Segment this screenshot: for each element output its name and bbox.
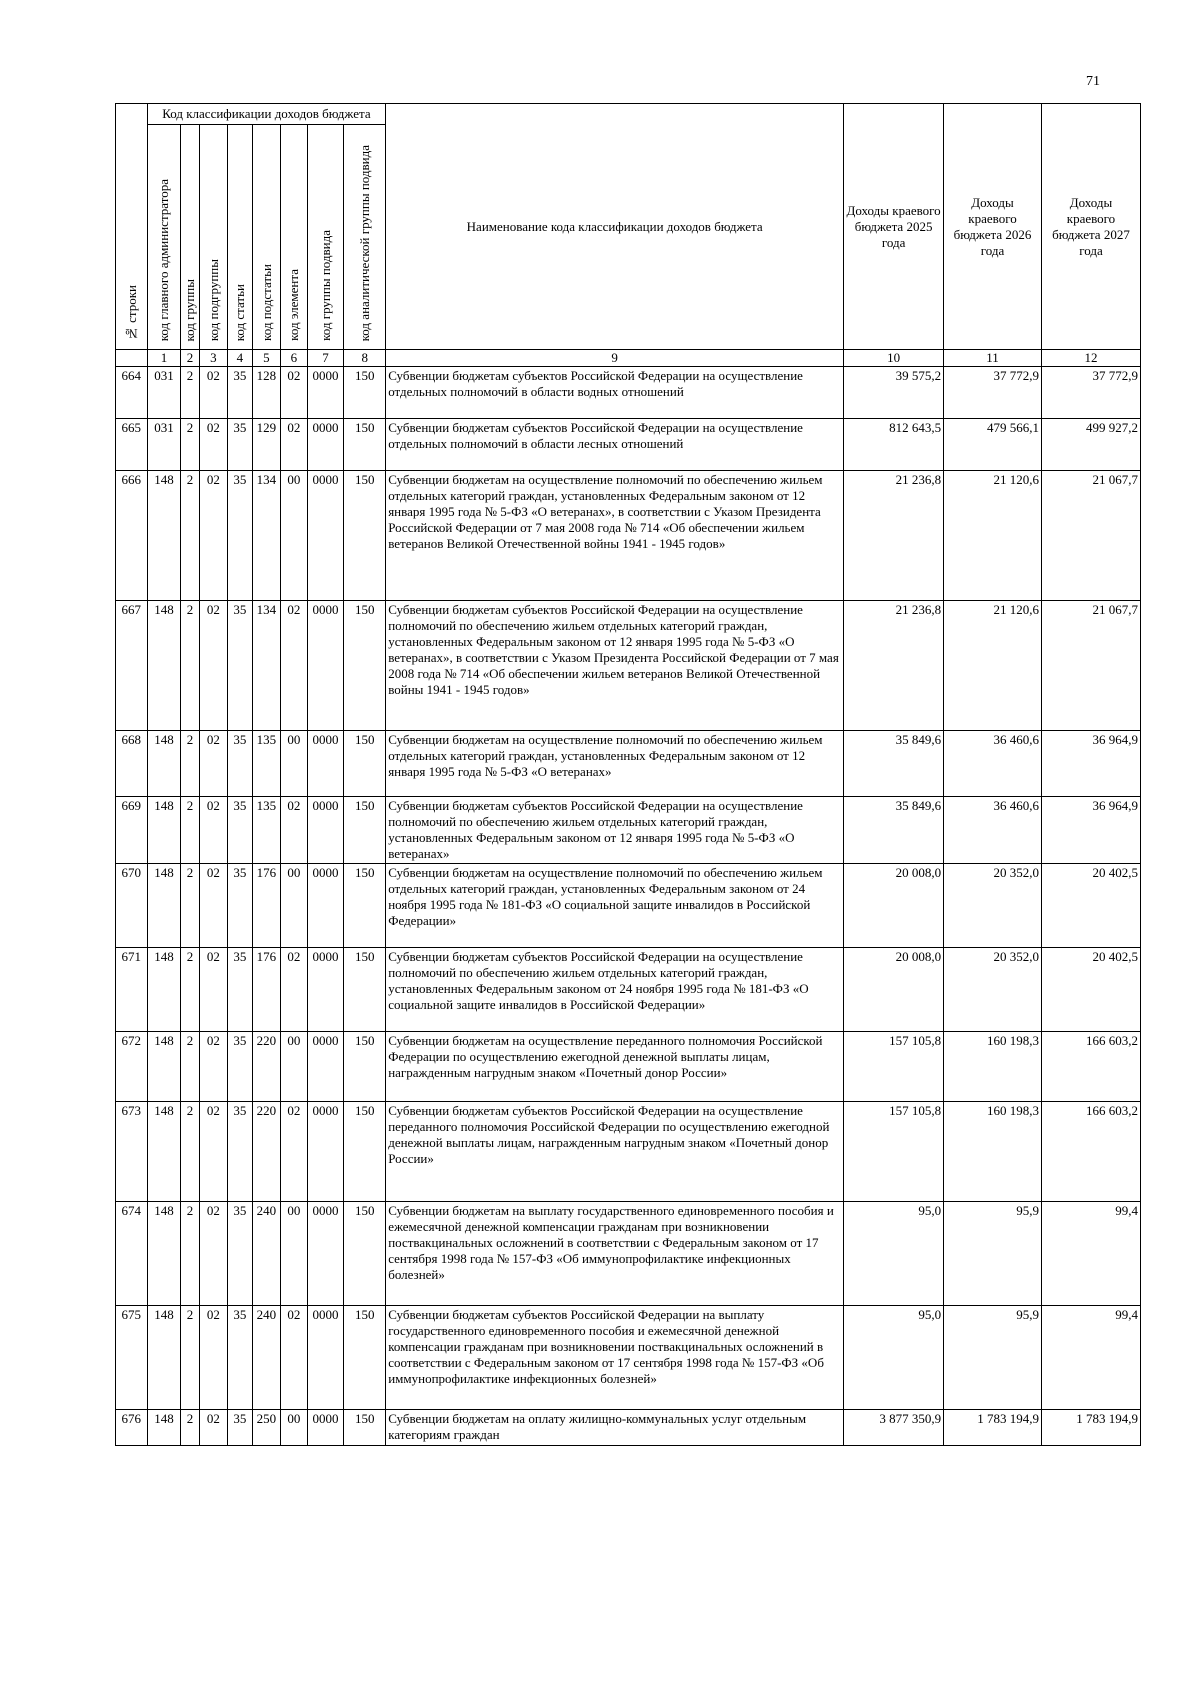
code-subtype-group: 0000: [307, 948, 344, 1032]
column-number: 3: [199, 350, 228, 367]
revenue-name: Субвенции бюджетам на осуществление полномочий по обеспечению жильем отдельных категорий граждан, установленных Федеральным законом от 24 ноября 1995 года № 181-ФЗ «О социальной защите инвалидов в Российской Федерации»: [386, 864, 844, 948]
amount-2026: 21 120,6: [944, 471, 1042, 601]
amount-2026: 36 460,6: [944, 797, 1042, 864]
amount-2025: 157 105,8: [844, 1102, 944, 1202]
code-article: 35: [228, 797, 252, 864]
table-row: [116, 731, 1141, 797]
code-element: 02: [281, 601, 308, 731]
table-row: [116, 419, 1141, 471]
table-row: [116, 797, 1141, 864]
header-code-subarticle: код подстатьи: [252, 125, 281, 350]
code-administrator: 148: [147, 864, 181, 948]
code-administrator: 148: [147, 1102, 181, 1202]
amount-2027: 99,4: [1041, 1306, 1140, 1410]
code-analytic-group: 150: [344, 1410, 386, 1446]
revenue-name: Субвенции бюджетам на выплату государственного единовременного пособия и ежемесячной денежной компенсации гражданам при возникновении поствакцинальных осложнений в соответствии с Федеральным законом от 17 сентября 1998 года № 157-ФЗ «Об иммунопрофилактике инфекционных болезней»: [386, 1202, 844, 1306]
header-name: Наименование кода классификации доходов бюджета: [386, 104, 844, 350]
code-subarticle: 134: [252, 601, 281, 731]
code-subtype-group: 0000: [307, 471, 344, 601]
amount-2025: 35 849,6: [844, 797, 944, 864]
code-element: 02: [281, 367, 308, 419]
amount-2026: 160 198,3: [944, 1032, 1042, 1102]
code-administrator: 148: [147, 471, 181, 601]
code-group: 2: [181, 1102, 199, 1202]
amount-2025: 3 877 350,9: [844, 1410, 944, 1446]
code-article: 35: [228, 1032, 252, 1102]
code-subtype-group: 0000: [307, 1202, 344, 1306]
row-number: 676: [116, 1410, 148, 1446]
code-subarticle: 135: [252, 797, 281, 864]
header-row-number: № строки: [116, 104, 148, 350]
amount-2025: 21 236,8: [844, 471, 944, 601]
code-element: 00: [281, 731, 308, 797]
table-row: [116, 1306, 1141, 1410]
code-subgroup: 02: [199, 731, 228, 797]
code-element: 00: [281, 1032, 308, 1102]
code-subarticle: 240: [252, 1306, 281, 1410]
row-number: 672: [116, 1032, 148, 1102]
code-article: 35: [228, 601, 252, 731]
code-subgroup: 02: [199, 419, 228, 471]
amount-2026: 36 460,6: [944, 731, 1042, 797]
code-subtype-group: 0000: [307, 1102, 344, 1202]
revenue-name: Субвенции бюджетам на оплату жилищно-коммунальных услуг отдельным категориям граждан: [386, 1410, 844, 1446]
row-number: 668: [116, 731, 148, 797]
amount-2026: 20 352,0: [944, 864, 1042, 948]
code-subarticle: 135: [252, 731, 281, 797]
revenue-name: Субвенции бюджетам субъектов Российской Федерации на осуществление полномочий по обеспечению жильем отдельных категорий граждан, установленных Федеральным законом от 24 ноября 1995 года № 181-ФЗ «О социальной защите инвалидов в Российской Федерации»: [386, 948, 844, 1032]
code-administrator: 148: [147, 1410, 181, 1446]
code-subarticle: 240: [252, 1202, 281, 1306]
column-number: 9: [386, 350, 844, 367]
revenue-name: Субвенции бюджетам субъектов Российской Федерации на осуществление полномочий по обеспечению жильем отдельных категорий граждан, установленных Федеральным законом от 12 января 1995 года № 5-ФЗ «О ветеранах», в соответствии с Указом Президента Российской Федерации от 7 мая 2008 года № 714 «Об обеспечении жильем ветеранов Великой Отечественной войны 1941 - 1945 годов»: [386, 601, 844, 731]
code-subarticle: 250: [252, 1410, 281, 1446]
column-number: 7: [307, 350, 344, 367]
header-code-group: код группы: [181, 125, 199, 350]
code-element: 02: [281, 948, 308, 1032]
code-element: 02: [281, 419, 308, 471]
code-analytic-group: 150: [344, 1202, 386, 1306]
code-group: 2: [181, 367, 199, 419]
revenue-name: Субвенции бюджетам субъектов Российской Федерации на осуществление отдельных полномочий в области лесных отношений: [386, 419, 844, 471]
row-number: 667: [116, 601, 148, 731]
column-number: 5: [252, 350, 281, 367]
amount-2026: 95,9: [944, 1202, 1042, 1306]
revenue-name: Субвенции бюджетам на осуществление полномочий по обеспечению жильем отдельных категорий граждан, установленных Федеральным законом от 12 января 1995 года № 5-ФЗ «О ветеранах»: [386, 731, 844, 797]
code-subtype-group: 0000: [307, 601, 344, 731]
code-analytic-group: 150: [344, 471, 386, 601]
row-number: 675: [116, 1306, 148, 1410]
code-article: 35: [228, 419, 252, 471]
code-analytic-group: 150: [344, 864, 386, 948]
code-group: 2: [181, 1032, 199, 1102]
code-group: 2: [181, 731, 199, 797]
amount-2025: 95,0: [844, 1306, 944, 1410]
amount-2027: 166 603,2: [1041, 1032, 1140, 1102]
code-subgroup: 02: [199, 471, 228, 601]
code-subarticle: 220: [252, 1102, 281, 1202]
header-code-element: код элемента: [281, 125, 308, 350]
amount-2025: 20 008,0: [844, 948, 944, 1032]
code-element: 00: [281, 471, 308, 601]
amount-2027: 36 964,9: [1041, 731, 1140, 797]
header-classification-group: Код классификации доходов бюджета: [147, 104, 386, 125]
column-number: 11: [944, 350, 1042, 367]
amount-2026: 160 198,3: [944, 1102, 1042, 1202]
amount-2026: 37 772,9: [944, 367, 1042, 419]
code-subtype-group: 0000: [307, 419, 344, 471]
code-analytic-group: 150: [344, 419, 386, 471]
header-code-article: код статьи: [228, 125, 252, 350]
code-analytic-group: 150: [344, 367, 386, 419]
header-code-analytic-group: код аналитической группы подвида: [344, 125, 386, 350]
code-element: 00: [281, 1410, 308, 1446]
code-subarticle: 176: [252, 948, 281, 1032]
code-analytic-group: 150: [344, 601, 386, 731]
table-row: [116, 864, 1141, 948]
amount-2025: 157 105,8: [844, 1032, 944, 1102]
code-administrator: 148: [147, 1306, 181, 1410]
column-number: 4: [228, 350, 252, 367]
code-subgroup: 02: [199, 367, 228, 419]
code-administrator: 148: [147, 731, 181, 797]
amount-2026: 95,9: [944, 1306, 1042, 1410]
row-number: 670: [116, 864, 148, 948]
amount-2027: 37 772,9: [1041, 367, 1140, 419]
code-element: 00: [281, 1202, 308, 1306]
amount-2027: 499 927,2: [1041, 419, 1140, 471]
code-administrator: 031: [147, 419, 181, 471]
code-administrator: 148: [147, 1202, 181, 1306]
revenue-name: Субвенции бюджетам субъектов Российской Федерации на выплату государственного единовременного пособия и ежемесячной денежной компенсации гражданам при возникновении поствакцинальных осложнений в соответствии с Федеральным законом от 17 сентября 1998 года № 157-ФЗ «Об иммунопрофилактике инфекционных болезней»: [386, 1306, 844, 1410]
amount-2025: 39 575,2: [844, 367, 944, 419]
code-subtype-group: 0000: [307, 797, 344, 864]
code-administrator: 148: [147, 601, 181, 731]
table-row: [116, 1410, 1141, 1446]
amount-2027: 166 603,2: [1041, 1102, 1140, 1202]
code-subtype-group: 0000: [307, 1306, 344, 1410]
row-number: 674: [116, 1202, 148, 1306]
amount-2027: 1 783 194,9: [1041, 1410, 1140, 1446]
header-amount-2027: Доходы краевого бюджета 2027 года: [1041, 104, 1140, 350]
row-number: 669: [116, 797, 148, 864]
header-amount-2025: Доходы краевого бюджета 2025 года: [844, 104, 944, 350]
code-article: 35: [228, 1306, 252, 1410]
amount-2026: 20 352,0: [944, 948, 1042, 1032]
code-subarticle: 134: [252, 471, 281, 601]
amount-2025: 35 849,6: [844, 731, 944, 797]
column-number: 1: [147, 350, 181, 367]
code-article: 35: [228, 1202, 252, 1306]
revenue-name: Субвенции бюджетам субъектов Российской Федерации на осуществление полномочий по обеспечению жильем отдельных категорий граждан, установленных Федеральным законом от 12 января 1995 года № 5-ФЗ «О ветеранах»: [386, 797, 844, 864]
column-number: 8: [344, 350, 386, 367]
code-subgroup: 02: [199, 1306, 228, 1410]
page-number: 71: [1086, 74, 1100, 89]
code-subtype-group: 0000: [307, 864, 344, 948]
code-article: 35: [228, 1102, 252, 1202]
table-row: [116, 1032, 1141, 1102]
code-subgroup: 02: [199, 1032, 228, 1102]
code-subtype-group: 0000: [307, 1410, 344, 1446]
code-group: 2: [181, 797, 199, 864]
code-analytic-group: 150: [344, 1032, 386, 1102]
code-group: 2: [181, 419, 199, 471]
code-element: 02: [281, 1102, 308, 1202]
code-administrator: 148: [147, 948, 181, 1032]
code-article: 35: [228, 1410, 252, 1446]
code-group: 2: [181, 864, 199, 948]
row-number: 671: [116, 948, 148, 1032]
column-number: 2: [181, 350, 199, 367]
column-number-row: [116, 350, 1141, 367]
amount-2026: 21 120,6: [944, 601, 1042, 731]
table-body: [116, 367, 1141, 1446]
amount-2027: 20 402,5: [1041, 948, 1140, 1032]
column-number: [116, 350, 148, 367]
header-code-subtype-group: код группы подвида: [307, 125, 344, 350]
code-group: 2: [181, 948, 199, 1032]
code-group: 2: [181, 601, 199, 731]
code-group: 2: [181, 1202, 199, 1306]
code-analytic-group: 150: [344, 948, 386, 1032]
code-administrator: 148: [147, 1032, 181, 1102]
code-article: 35: [228, 948, 252, 1032]
column-number: 12: [1041, 350, 1140, 367]
revenue-name: Субвенции бюджетам на осуществление переданного полномочия Российской Федерации по осуществлению ежегодной денежной выплаты лицам, награжденным нагрудным знаком «Почетный донор России»: [386, 1032, 844, 1102]
revenue-name: Субвенции бюджетам субъектов Российской Федерации на осуществление переданного полномочия Российской Федерации по осуществлению ежегодной денежной выплаты лицам, награжденным нагрудным знаком «Почетный донор России»: [386, 1102, 844, 1202]
column-number: 6: [281, 350, 308, 367]
code-article: 35: [228, 367, 252, 419]
code-analytic-group: 150: [344, 797, 386, 864]
code-administrator: 031: [147, 367, 181, 419]
code-article: 35: [228, 864, 252, 948]
table-row: [116, 1102, 1141, 1202]
code-subtype-group: 0000: [307, 731, 344, 797]
table-row: [116, 471, 1141, 601]
amount-2027: 99,4: [1041, 1202, 1140, 1306]
code-subgroup: 02: [199, 1102, 228, 1202]
code-analytic-group: 150: [344, 731, 386, 797]
amount-2027: 21 067,7: [1041, 601, 1140, 731]
amount-2025: 95,0: [844, 1202, 944, 1306]
code-subgroup: 02: [199, 601, 228, 731]
amount-2025: 20 008,0: [844, 864, 944, 948]
row-number: 666: [116, 471, 148, 601]
revenue-name: Субвенции бюджетам субъектов Российской Федерации на осуществление отдельных полномочий в области водных отношений: [386, 367, 844, 419]
amount-2027: 20 402,5: [1041, 864, 1140, 948]
code-analytic-group: 150: [344, 1102, 386, 1202]
code-group: 2: [181, 1306, 199, 1410]
code-group: 2: [181, 1410, 199, 1446]
code-subgroup: 02: [199, 1202, 228, 1306]
amount-2026: 1 783 194,9: [944, 1410, 1042, 1446]
column-number: 10: [844, 350, 944, 367]
code-subarticle: 128: [252, 367, 281, 419]
code-administrator: 148: [147, 797, 181, 864]
row-number: 665: [116, 419, 148, 471]
code-subtype-group: 0000: [307, 1032, 344, 1102]
budget-revenue-table: [115, 103, 1141, 1446]
amount-2027: 36 964,9: [1041, 797, 1140, 864]
header-code-administrator: код главного администратора: [147, 125, 181, 350]
amount-2025: 812 643,5: [844, 419, 944, 471]
row-number: 664: [116, 367, 148, 419]
revenue-name: Субвенции бюджетам на осуществление полномочий по обеспечению жильем отдельных категорий граждан, установленных Федеральным законом от 12 января 1995 года № 5-ФЗ «О ветеранах», в соответствии с Указом Президента Российской Федерации от 7 мая 2008 года № 714 «Об обеспечении жильем ветеранов Великой Отечественной войны 1941 - 1945 годов»: [386, 471, 844, 601]
header-amount-2026: Доходы краевого бюджета 2026 года: [944, 104, 1042, 350]
code-article: 35: [228, 731, 252, 797]
code-group: 2: [181, 471, 199, 601]
table-row: [116, 948, 1141, 1032]
table-row: [116, 1202, 1141, 1306]
code-analytic-group: 150: [344, 1306, 386, 1410]
code-element: 02: [281, 1306, 308, 1410]
code-article: 35: [228, 471, 252, 601]
table-row: [116, 601, 1141, 731]
header-code-subgroup: код подгруппы: [199, 125, 228, 350]
table-row: [116, 367, 1141, 419]
code-subgroup: 02: [199, 864, 228, 948]
code-subarticle: 220: [252, 1032, 281, 1102]
amount-2027: 21 067,7: [1041, 471, 1140, 601]
code-subtype-group: 0000: [307, 367, 344, 419]
amount-2025: 21 236,8: [844, 601, 944, 731]
code-subarticle: 129: [252, 419, 281, 471]
code-element: 00: [281, 864, 308, 948]
code-subarticle: 176: [252, 864, 281, 948]
code-subgroup: 02: [199, 948, 228, 1032]
amount-2026: 479 566,1: [944, 419, 1042, 471]
code-subgroup: 02: [199, 797, 228, 864]
code-subgroup: 02: [199, 1410, 228, 1446]
code-element: 02: [281, 797, 308, 864]
row-number: 673: [116, 1102, 148, 1202]
